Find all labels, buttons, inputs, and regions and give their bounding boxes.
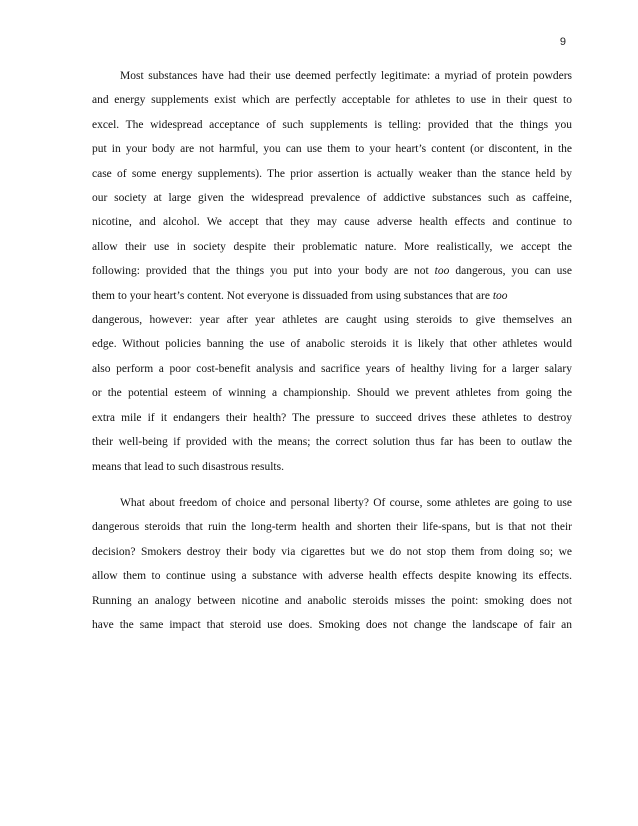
text-line: What about freedom of choice and personal liberty? Of course, some athletes are going to use	[120, 496, 572, 509]
body-text	[64, 64, 572, 637]
text-line: edge. Without policies banning the use of anabolic steroids it is likely that other athletes would	[92, 338, 572, 351]
paragraph-1	[64, 64, 572, 479]
text-line: have the same impact that steroid use does. Smoking does not change the landscape of fair an	[92, 618, 572, 631]
text-line: means that lead to such disastrous results.	[92, 460, 284, 473]
text-line: Most substances have had their use deemed perfectly legitimate: a myriad of protein powders	[120, 70, 572, 82]
text-line	[64, 284, 572, 308]
paragraph-2	[64, 491, 572, 637]
text-line: decision? Smokers destroy their body via cigarettes but we do not stop them from doing so; we	[92, 545, 572, 558]
text-line: or the potential esteem of winning a championship. Should we prevent athletes from going the	[92, 387, 572, 400]
text-line: their well-being if provided with the means; the correct solution thus far has been to outlaw the	[92, 436, 572, 449]
text-run: them to your heart’s content. Not everyone is dissuaded from using substances that are	[92, 289, 493, 302]
text-line: our society at large given the widespread prevalence of addictive substances such as caffeine,	[92, 192, 572, 205]
text-line: nicotine, and alcohol. We accept that they may cause adverse health effects and continue to	[92, 216, 572, 229]
text-line: dangerous steroids that ruin the long-term health and shorten their life-spans, but is that not their	[92, 521, 572, 534]
text-run: dangerous, you can use	[449, 265, 572, 278]
text-line: also perform a poor cost-benefit analysis and sacrifice years of healthy living for a larger salary	[92, 362, 572, 375]
emphasis-text: too	[434, 265, 450, 278]
text-line: excel. The widespread acceptance of such supplements is telling: provided that the things you	[92, 118, 572, 131]
emphasis-text: too	[492, 289, 508, 302]
text-line: put in your body are not harmful, you can use them to your heart’s content (or discontent, in the	[92, 143, 572, 156]
text-line: dangerous, however: year after year athletes are caught using steroids to give themselves an	[92, 314, 572, 327]
page-number: 9	[559, 36, 566, 48]
text-run: following: provided that the things you put into your body are not	[92, 265, 435, 278]
text-line	[64, 259, 572, 283]
text-line: allow them to continue using a substance with adverse health effects despite knowing its effects.	[92, 570, 572, 583]
text-line: allow their use in society despite their problematic nature. More realistically, we accept the	[92, 240, 572, 253]
text-line: extra mile if it endangers their health? The pressure to succeed drives these athletes to destroy	[92, 411, 572, 424]
text-line: case of some energy supplements). The prior assertion is actually weaker than the stance held by	[92, 167, 572, 180]
text-line: and energy supplements exist which are perfectly acceptable for athletes to use in their quest to	[92, 94, 572, 107]
text-line: Running an analogy between nicotine and anabolic steroids misses the point: smoking does not	[92, 594, 572, 607]
